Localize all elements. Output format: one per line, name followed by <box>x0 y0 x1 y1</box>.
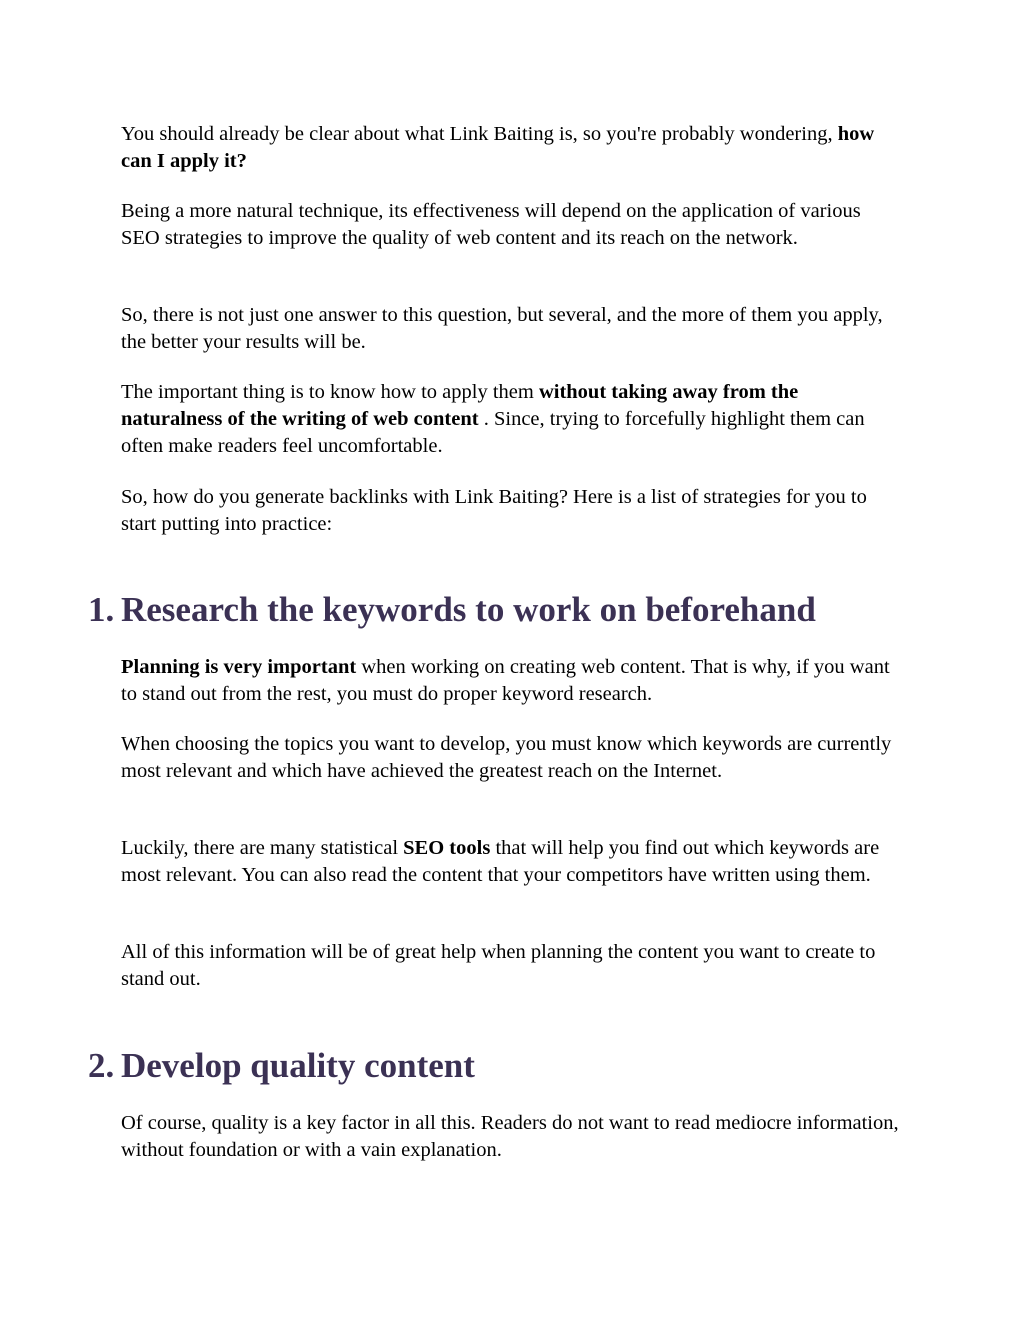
paragraph-text: Of course, quality is a key factor in all this. Readers do not want to read mediocre information, without foundation or with a vain explanation. <box>121 1112 899 1161</box>
section-title: Research the keywords to work on beforehand <box>121 590 816 629</box>
intro-paragraph-4 <box>121 379 901 460</box>
paragraph-text: . Since, trying to forcefully highlight them can often make readers feel uncomfortable. <box>121 408 865 457</box>
paragraph-text: The important thing is to know how to apply them <box>121 381 539 403</box>
intro-paragraph-3 <box>121 302 901 356</box>
section-1-paragraph-1 <box>121 654 901 708</box>
bold-phrase: SEO tools <box>403 837 491 859</box>
section-2-paragraph-1 <box>121 1110 901 1164</box>
paragraph-text: that will help you find out which keywords are most relevant. You can also read the content that your competitors have written using them. <box>121 837 880 886</box>
section-1-heading <box>88 590 968 630</box>
paragraph-text: All of this information will be of great help when planning the content you want to create to stand out. <box>121 941 876 990</box>
section-title: Develop quality content <box>121 1046 475 1085</box>
paragraph-text: So, how do you generate backlinks with Link Baiting? Here is a list of strategies for you to start putting into practice: <box>121 486 867 535</box>
bold-phrase: how can I apply it? <box>121 123 875 172</box>
section-number: 1. <box>88 590 115 629</box>
intro-paragraph-5 <box>121 484 901 538</box>
section-number: 2. <box>88 1046 115 1085</box>
section-1-paragraph-4 <box>121 939 901 993</box>
section-2-heading <box>88 1046 968 1086</box>
bold-phrase: Planning is very important <box>121 656 357 678</box>
section-1-paragraph-3 <box>121 835 901 889</box>
intro-paragraph-1 <box>121 121 901 175</box>
paragraph-text: Being a more natural technique, its effectiveness will depend on the application of various SEO strategies to improve the quality of web content and its reach on the network. <box>121 200 861 249</box>
paragraph-text: So, there is not just one answer to this question, but several, and the more of them you apply, the better your results will be. <box>121 304 883 353</box>
paragraph-text: When choosing the topics you want to develop, you must know which keywords are currently most relevant and which have achieved the greatest reach on the Internet. <box>121 733 892 782</box>
paragraph-text: You should already be clear about what Link Baiting is, so you're probably wondering, <box>121 123 838 145</box>
paragraph-text: when working on creating web content. That is why, if you want to stand out from the rest, you must do proper keyword research. <box>121 656 890 705</box>
section-1-paragraph-2 <box>121 731 901 785</box>
intro-paragraph-2 <box>121 198 901 252</box>
paragraph-text: Luckily, there are many statistical <box>121 837 404 859</box>
bold-phrase: without taking away from the naturalness of the writing of web content <box>121 381 799 430</box>
